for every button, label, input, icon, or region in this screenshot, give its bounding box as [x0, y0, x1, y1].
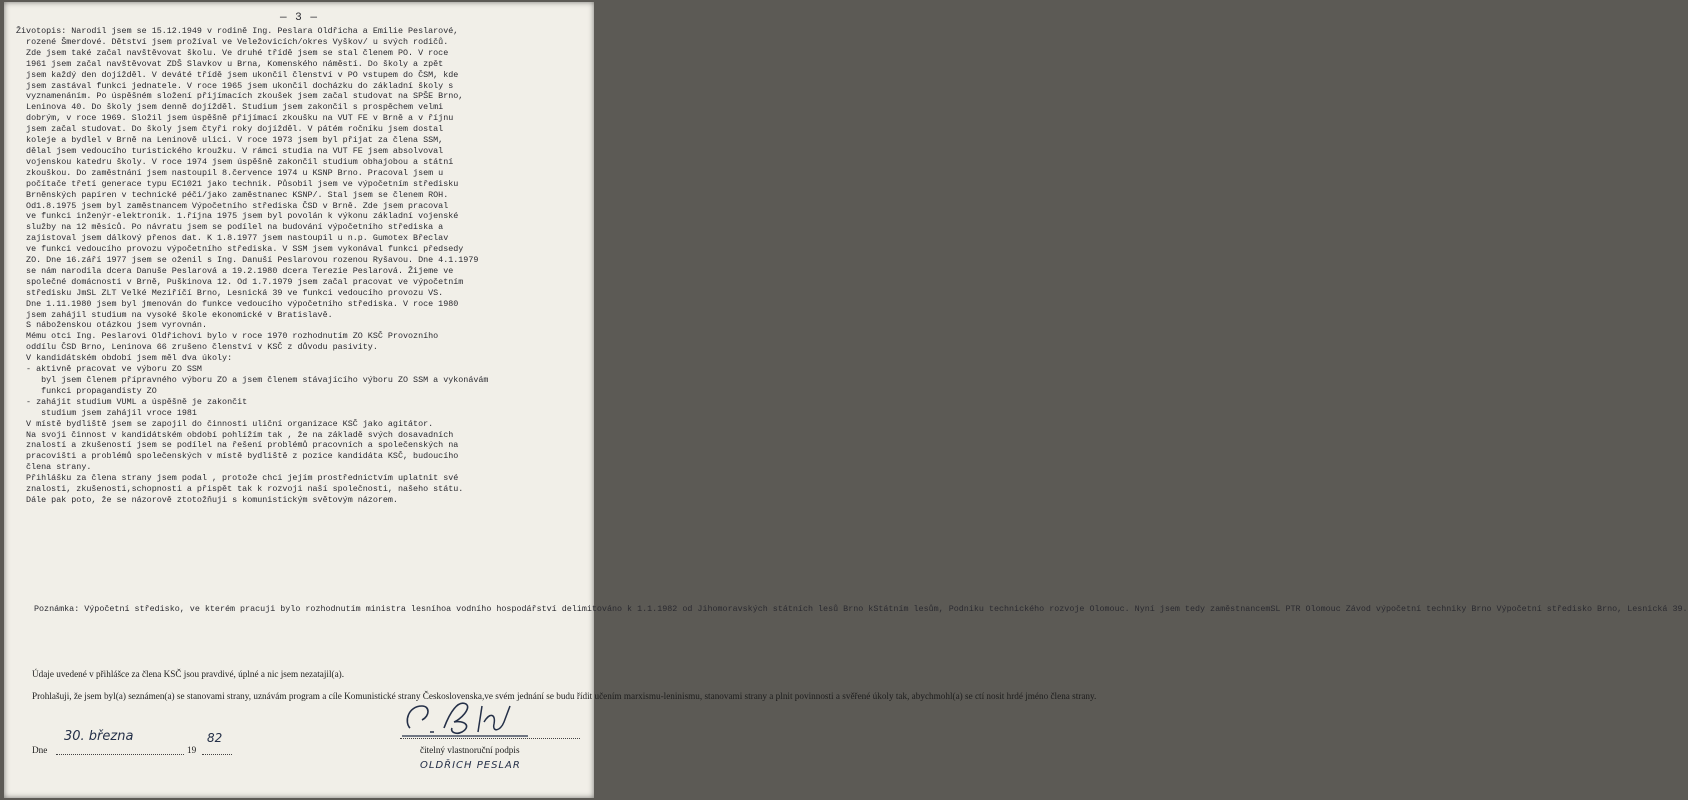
curriculum-vitae-text [16, 26, 588, 506]
year-handwritten: 82 [207, 731, 223, 745]
attestation-truthfulness: Údaje uvedené v přihlášce za člena KSČ jsou pravdivé, úplné a nic jsem nezatajil(a). [32, 669, 344, 679]
cv-line: Životopis: Narodil jsem se 15.12.1949 v rodině Ing. Peslara Oldřicha a Emilie Peslarové, [16, 26, 459, 36]
cv-line: Brněnských papíren v technické péči/jako zaměstnanec KSNP/. Stal jsem se členem ROH. [16, 189, 449, 200]
cv-line: služby na 12 měsíců. Po návratu jsem se podílel na budování výpočetního střediska a [16, 222, 444, 233]
cv-line: rozené Šmerdové. Dětství jsem prožíval ve Veležovicích/okres Vyškov/ u svých rodičů. [16, 36, 449, 47]
note-line: Poznámka: Výpočetní středisko, ve kterém pracuji bylo rozhodnutím ministra lesního [34, 604, 447, 614]
cv-line: - zahájit studium VUML a úspěšně je zakončit [16, 396, 248, 407]
date-line [56, 754, 184, 755]
signature-label: čitelný vlastnoruční podpis [420, 745, 520, 755]
page-number: — 3 — [279, 12, 318, 24]
cv-line: znalostí a zkušeností jsem se podílel na řešení problémů pracovních a společenských na [16, 440, 459, 451]
cv-line: V kandidátském období jsem měl dva úkoly: [16, 353, 233, 364]
cv-line: vojenskou katedru školy. V roce 1974 jsem úspěšně zakončil studium obhajobou a státní [16, 156, 454, 167]
cv-line: byl jsem členem přípravného výboru ZO a jsem členem stávajícího výboru ZO SSM a vykonávám [16, 375, 489, 385]
note-line: SL PTR Olomouc Závod výpočetní techniky Brno Výpočetní středisko Brno, Lesnická 39. [1270, 604, 1688, 614]
cv-line: ve funkci inženýr-elektronik. 1.října 1975 jsem byl povolán k výkonu základní vojenské [16, 211, 459, 222]
cv-line: jsem zahájil studium na vysoké škole ekonomické v Bratislavě. [16, 309, 333, 320]
signature-scribble [400, 692, 530, 740]
date-handwritten: 30. března [64, 729, 134, 744]
cv-line: koleje a bydlel v Brně na Leninově ulici. V roce 1973 jsem byl přijat za člena SSM, [16, 135, 444, 146]
declaration-line: mohl(a) se ctí nosit hrdé jméno člena strany. [933, 691, 1097, 701]
cv-line: jsem začal studovat. Do školy jsem čtyři roky dojížděl. V pátém ročníku jsem dostal [16, 124, 444, 135]
document-page [4, 2, 1688, 798]
cv-line: Přihlášku za člena strany jsem podal , protože chci jejím prostřednictvím uplatnit své [16, 473, 459, 484]
note-paragraph [34, 604, 1688, 615]
cv-line: oddílu ČSD Brno, Leninova 66 zrušeno členství v KSČ z důvodu pasivity. [16, 342, 378, 353]
cv-line: jsem každý den dojížděl. V deváté třídě jsem ukončil členství v PO vstupem do ČSM, kde [16, 69, 459, 80]
year-prefix: 19 [187, 745, 197, 755]
cv-line: Na svoji činnost v kandidátském období pohlížím tak , že na základě svých dosavadních [16, 429, 454, 440]
cv-line: Mému otci Ing. Peslarovi Oldřichovi bylo v roce 1970 rozhodnutím ZO KSČ Provozního [16, 331, 439, 342]
cv-line: počítače třetí generace typu EC1021 jako technik. Působil jsem ve výpočetním středisku [16, 178, 459, 189]
signature-line [400, 738, 580, 739]
cv-line: ve funkci vedoucího provozu výpočetního střediska. V SSM jsem vykonával funkci předsedy [16, 244, 464, 255]
date-label: Dne [32, 745, 48, 755]
cv-line: společné domácnosti v Brně, Puškinova 12. Od 1.7.1979 jsem začal pracovat ve výpočetním [16, 276, 464, 287]
cv-line: jsem zastával funkci jednatele. V roce 1965 jsem ukončil docházku do základní školy s [16, 80, 454, 91]
cv-line: člena strany. [16, 462, 92, 473]
cv-line: středisku JmSL ZLT Velké Meziříčí Brno, Lesnická 39 ve funkci vedoucího provozu VS. [16, 287, 444, 298]
cv-line: - aktivně pracovat ve výboru ZO SSM [16, 364, 202, 375]
cv-line: ZO. Dne 16.září 1977 jsem se oženil s Ing. Danuší Peslarovou rozenou Ryšavou. Dne 4.1.1979 [16, 255, 479, 266]
cv-line: vyznamenáním. Po úspěšném složení přijímacích zkoušek jsem začal studovat na SPŠE Brno, [16, 91, 464, 102]
cv-line: pracovišti a problémů společenských v místě bydliště z pozice kandidáta KSČ, budoucího [16, 451, 459, 462]
cv-line: V místě bydliště jsem se zapojil do činnosti uliční organizace KSČ jako agitátor. [16, 418, 434, 429]
cv-line: znalosti, zkušenosti,schopnosti a přispět tak k rozvoji naší společnosti, našeho státu. [16, 484, 464, 495]
year-line [202, 754, 232, 755]
cv-line: S náboženskou otázkou jsem vyrovnán. [16, 320, 207, 331]
cv-line: Zde jsem také začal navštěvovat školu. Ve druhé třídě jsem se stal členem PO. V roce [16, 47, 449, 58]
cv-line: funkci propagandisty ZO [16, 385, 157, 396]
cv-line: zajistoval jsem dálkový přenos dat. K 1.8.1977 jsem nastoupil u n.p. Gumotex Břeclav [16, 233, 449, 244]
note-line: Státním lesům, Podniku technického rozvoje Olomouc. Nyní jsem tedy zaměstnancem [873, 604, 1271, 614]
declaration-line: Prohlašuji, že jsem byl(a) seznámen(a) se stanovami strany, uznávám program a cíle Komunistické strany Československa, [32, 691, 485, 701]
cv-line: Dále pak poto, že se názorově ztotožňuji s komunistickým světovým názorem. [16, 494, 398, 505]
cv-line: 1961 jsem začal navštěvovat ZDŠ Slavkov u Brna, Komenského náměstí. Do školy a zpět [16, 58, 444, 69]
printed-name-handwritten: OLDŘICH PESLAR [420, 760, 521, 771]
cv-line: zkouškou. Do zaměstnání jsem nastoupil 8.července 1974 u KSNP Brno. Pracoval jsem u [16, 167, 444, 178]
cv-line: Leninova 40. Do školy jsem denně dojížděl. Studium jsem zakončil s prospěchem velmi [16, 102, 444, 113]
cv-line: dobrým, v roce 1969. Složil jsem úspěšně přijímací zkoušku na VUT FE v Brně a v říjnu [16, 113, 454, 124]
cv-line: Dne 1.11.1980 jsem byl jmenován do funkce vedoucího výpočetního střediska. V roce 1980 [16, 298, 459, 309]
cv-line: studium jsem zahájil vroce 1981 [16, 407, 197, 418]
note-line: a vodního hospodářství delimitováno k 1.1.1982 od Jihomoravských státních lesů Brno k [446, 604, 874, 614]
cv-line: Od1.8.1975 jsem byl zaměstnancem Výpočetního střediska ČSD v Brně. Zde jsem pracoval [16, 200, 449, 211]
cv-line: se nám narodila dcera Danuše Peslarová a 19.2.1980 dcera Terezie Peslarová. Žijeme ve [16, 265, 454, 276]
declaration-line: ve svém jednání se budu řídit učením marxismu-leninismu, stanovami strany a plnit povinnosti a svěřené úkoly tak, abych [484, 691, 934, 701]
cv-line: dělal jsem vedoucího turistického kroužku. V rámci studia na VUT FE jsem absolvoval [16, 145, 444, 156]
